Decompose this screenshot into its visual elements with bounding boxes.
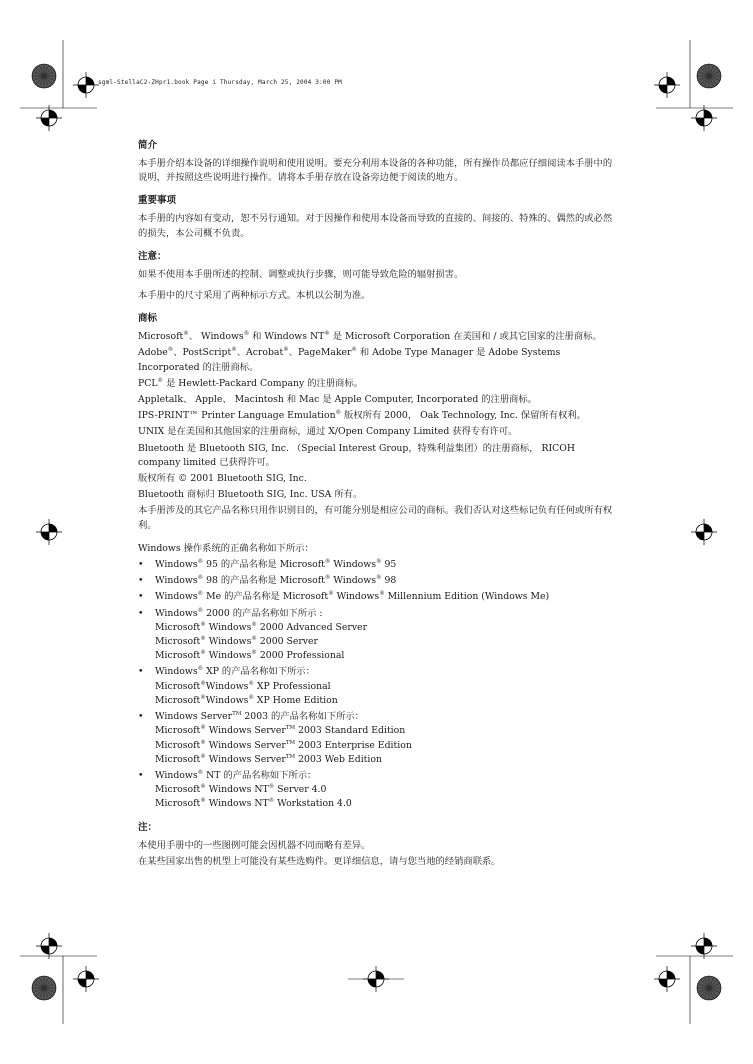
crop-mark-mid-left bbox=[36, 519, 62, 545]
product-2003-web: Microsoft® Windows Server™ 2003 Web Edition bbox=[155, 753, 382, 765]
product-2000-server: Microsoft® Windows® 2000 Server bbox=[155, 635, 318, 648]
trademark-microsoft: Microsoft®、 Windows® 和 Windows NT® 是 Microsoft Corporation 在美国和 / 或其它国家的注册商标。 bbox=[138, 331, 602, 343]
trademark-others: 本手册涉及的其它产品名称只用作识别目的，有可能分别是相应公司的商标。我们否认对这些标记负有任何或所有权利。 bbox=[138, 505, 613, 531]
product-2003-standard: Microsoft® Windows Server™ 2003 Standard Edition bbox=[155, 725, 406, 737]
bullet-icon: • bbox=[138, 607, 144, 619]
product-xp-professional: Microsoft®Windows® XP Professional bbox=[155, 680, 331, 692]
caution-text: 如果不使用本手册所述的控制、调整或执行步骤，则可能导致危险的辐射损害。 bbox=[138, 268, 464, 280]
product-2000-professional: Microsoft® Windows® 2000 Professional bbox=[155, 650, 345, 662]
trademark-apple: Appletalk、 Apple、 Macintosh 和 Mac 是 Apple Computer, Incorporated 的注册商标。 bbox=[138, 394, 538, 406]
list-item-windows-me: • Windows® Me 的产品名称是 Microsoft® Windows® Millennium Edition (Windows Me) bbox=[138, 590, 616, 604]
trademark-adobe: Adobe®、PostScript®、Acrobat®、PageMaker® 和 Adobe Type Manager 是 Adobe Systems Incorporated 的注册商标。 bbox=[138, 347, 561, 373]
units-note: 本手册中的尺寸采用了两种标示方式。本机以公制为准。 bbox=[138, 290, 371, 302]
bullet-icon: • bbox=[138, 769, 144, 781]
crop-mark-bottom-right bbox=[654, 933, 733, 1024]
product-nt-server: Microsoft® Windows NT® Server 4.0 bbox=[155, 784, 327, 796]
trademark-pcl: PCL® 是 Hewlett-Packard Company 的注册商标。 bbox=[138, 377, 364, 389]
note-heading: 注： bbox=[138, 821, 158, 833]
list-item-windows-xp: • Windows® XP 的产品名称如下所示： Microsoft®Windows® XP Professional Microsoft®Windows® XP Home Edition bbox=[138, 665, 616, 708]
windows-product-list bbox=[138, 558, 616, 811]
important-text: 本手册的内容如有变动，恕不另行通知。对于因操作和使用本设备而导致的直接的、间接的、特殊的、偶然的或必然的损失，本公司概不负责。 bbox=[138, 213, 613, 239]
product-2003-enterprise: Microsoft® Windows Server™ 2003 Enterprise Edition bbox=[155, 739, 412, 751]
important-heading: 重要事项 bbox=[138, 195, 177, 207]
list-item-windows-98: • Windows® 98 的产品名称是 Microsoft® Windows® 98 bbox=[138, 574, 616, 588]
bullet-icon: • bbox=[138, 711, 144, 723]
product-2000-advanced-server: Microsoft® Windows® 2000 Advanced Server bbox=[155, 621, 368, 633]
crop-mark-mid-right bbox=[691, 519, 717, 545]
bullet-icon: • bbox=[138, 591, 144, 603]
list-item-windows-server-2003: • Windows Server™ 2003 的产品名称如下所示： Microsoft® Windows Server™ 2003 Standard Edition Microsoft® Windows Server™ 2003 Enterprise Edition Microsoft® Windows Server™ 2003 Web Edition bbox=[138, 710, 616, 767]
bullet-icon: • bbox=[138, 559, 144, 571]
main-content bbox=[138, 139, 616, 871]
trademark-ips: IPS-PRINT™ Printer Language Emulation® 版权所有 2000， Oak Technology, Inc. 保留所有权利。 bbox=[138, 410, 586, 422]
list-item-windows-95: • Windows® 95 的产品名称是 Microsoft® Windows® 95 bbox=[138, 558, 616, 572]
book-header-info: sgml-StellaC2-ZHpr1.book Page i Thursday, March 25, 2004 3:00 PM bbox=[98, 79, 342, 86]
trademark-unix: UNIX 是在美国和其他国家的注册商标，通过 X/Open Company Limited 获得专有许可。 bbox=[138, 426, 518, 438]
trademark-bluetooth: Bluetooth 是 Bluetooth SIG, Inc. （Special Interest Group，特殊利益集团）的注册商标， RICOH company limited 已获得许可。 bbox=[138, 442, 575, 468]
trademark-bluetooth-copyright: 版权所有 © 2001 Bluetooth SIG, Inc. bbox=[138, 473, 307, 485]
crop-mark-top-right bbox=[654, 40, 733, 131]
trademark-bluetooth-owner: Bluetooth 商标归 Bluetooth SIG, Inc. USA 所有。 bbox=[138, 489, 363, 501]
caution-heading: 注意： bbox=[138, 250, 167, 262]
intro-heading: 简介 bbox=[138, 140, 158, 151]
bullet-icon: • bbox=[138, 666, 144, 678]
windows-names-intro: Windows 操作系统的正确名称如下所示： bbox=[138, 542, 314, 554]
note-line-2: 在某些国家出售的机型上可能没有某些选购件。更详细信息，请与您当地的经销商联系。 bbox=[138, 855, 501, 867]
crop-mark-top-left bbox=[20, 40, 99, 131]
note-line-1: 本使用手册中的一些图例可能会因机器不同而略有差异。 bbox=[138, 839, 371, 851]
bullet-icon: • bbox=[138, 575, 144, 587]
crop-mark-bottom-left bbox=[20, 933, 99, 1024]
crop-mark-bottom-center bbox=[348, 966, 404, 992]
product-nt-workstation: Microsoft® Windows NT® Workstation 4.0 bbox=[155, 798, 352, 810]
list-item-windows-2000: • Windows® 2000 的产品名称如下所示 : Microsoft® Windows® 2000 Advanced Server Microsoft® Windows® 2000 Server Microsoft® Windows® 2000 Professional bbox=[138, 607, 616, 664]
product-xp-home: Microsoft®Windows® XP Home Edition bbox=[155, 694, 338, 706]
intro-text: 本手册介绍本设备的详细操作说明和使用说明。要充分利用本设备的各种功能，所有操作员都应仔细阅读本手册中的说明，并按照这些说明进行操作。请将本手册存放在设备旁边便于阅读的地方。 bbox=[138, 158, 613, 184]
trademarks-heading: 商标 bbox=[138, 313, 158, 325]
list-item-windows-nt: • Windows® NT 的产品名称如下所示： Microsoft® Windows NT® Server 4.0 Microsoft® Windows NT® Workstation 4.0 bbox=[138, 769, 616, 812]
